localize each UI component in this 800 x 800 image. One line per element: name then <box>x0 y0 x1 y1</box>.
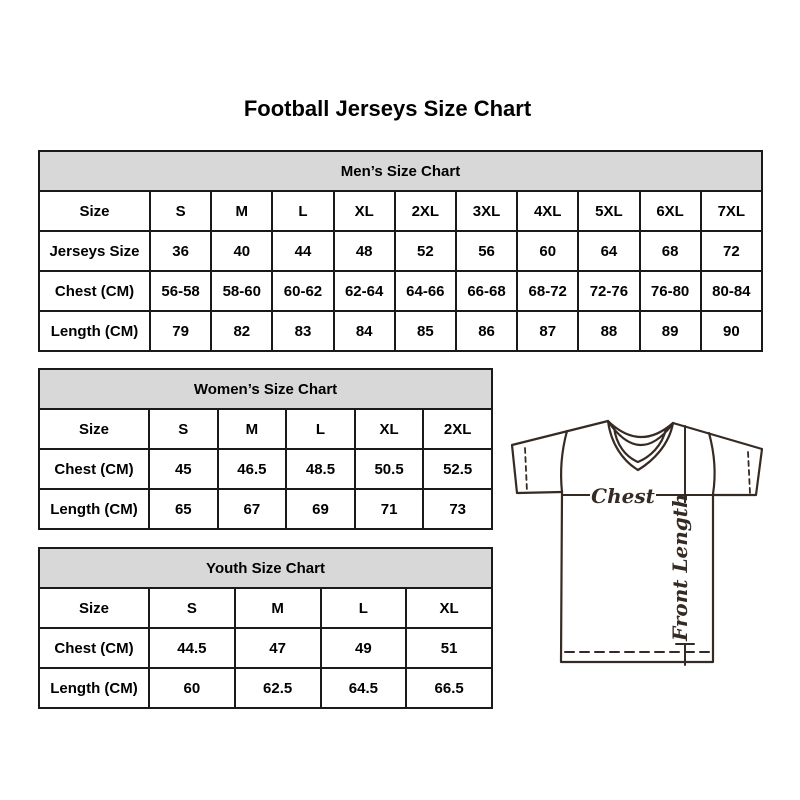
cell: 89 <box>640 311 701 351</box>
cell: S <box>149 588 235 628</box>
womens-table-title: Women’s Size Chart <box>39 369 492 409</box>
table-row <box>39 311 762 351</box>
cell: 52.5 <box>423 449 492 489</box>
cell: 62.5 <box>235 668 321 708</box>
womens-size-table <box>38 368 493 530</box>
cell: L <box>321 588 407 628</box>
cell: 46.5 <box>218 449 287 489</box>
cell: 68-72 <box>517 271 578 311</box>
cell: 2XL <box>395 191 456 231</box>
row-label: Jerseys Size <box>39 231 150 271</box>
cell: XL <box>406 588 492 628</box>
row-label: Chest (CM) <box>39 628 149 668</box>
cell: 56-58 <box>150 271 211 311</box>
cell: 51 <box>406 628 492 668</box>
row-label: Length (CM) <box>39 668 149 708</box>
youth-table-title: Youth Size Chart <box>39 548 492 588</box>
cell: 60 <box>517 231 578 271</box>
cell: 40 <box>211 231 272 271</box>
cell: 5XL <box>578 191 639 231</box>
jersey-left-armhole-seam <box>561 431 567 492</box>
table-row <box>39 271 762 311</box>
cell: XL <box>334 191 395 231</box>
cell: 66-68 <box>456 271 517 311</box>
jersey-right-sleeve <box>673 423 762 495</box>
cell: M <box>211 191 272 231</box>
table-row <box>39 588 492 628</box>
mens-table-title: Men’s Size Chart <box>39 151 762 191</box>
cell: 49 <box>321 628 407 668</box>
cell: 71 <box>355 489 424 529</box>
row-label: Length (CM) <box>39 311 150 351</box>
cell: 3XL <box>456 191 517 231</box>
cell: 79 <box>150 311 211 351</box>
table-row <box>39 409 492 449</box>
cell: 60 <box>149 668 235 708</box>
cell: 72 <box>701 231 762 271</box>
cell: 82 <box>211 311 272 351</box>
cell: 60-62 <box>272 271 333 311</box>
cell: 69 <box>286 489 355 529</box>
chest-label: Chest <box>591 484 655 508</box>
cell: 2XL <box>423 409 492 449</box>
front-length-label: Front Length <box>668 493 692 641</box>
cell: 90 <box>701 311 762 351</box>
table-header-row <box>39 548 492 588</box>
table-header-row <box>39 151 762 191</box>
cell: 50.5 <box>355 449 424 489</box>
cell: XL <box>355 409 424 449</box>
cell: 4XL <box>517 191 578 231</box>
cell: S <box>149 409 218 449</box>
cell: 86 <box>456 311 517 351</box>
page-title: Football Jerseys Size Chart <box>243 96 532 121</box>
table-row <box>39 191 762 231</box>
cell: 76-80 <box>640 271 701 311</box>
cell: 65 <box>149 489 218 529</box>
cell: 64.5 <box>321 668 407 708</box>
cell: 48.5 <box>286 449 355 489</box>
row-label: Size <box>39 409 149 449</box>
cell: 83 <box>272 311 333 351</box>
cell: 72-76 <box>578 271 639 311</box>
cell: 44.5 <box>149 628 235 668</box>
cell: 62-64 <box>334 271 395 311</box>
youth-size-table <box>38 547 493 709</box>
row-label: Size <box>39 191 150 231</box>
cell: 45 <box>149 449 218 489</box>
cell: 58-60 <box>211 271 272 311</box>
cell: 48 <box>334 231 395 271</box>
cell: 80-84 <box>701 271 762 311</box>
cell: 64 <box>578 231 639 271</box>
row-label: Chest (CM) <box>39 271 150 311</box>
table-row <box>39 668 492 708</box>
table-row <box>39 449 492 489</box>
row-label: Size <box>39 588 149 628</box>
cell: 66.5 <box>406 668 492 708</box>
cell: 47 <box>235 628 321 668</box>
cell: 67 <box>218 489 287 529</box>
cell: M <box>235 588 321 628</box>
table-row <box>39 231 762 271</box>
cell: 52 <box>395 231 456 271</box>
jersey-measurement-diagram <box>505 398 775 678</box>
cell: 88 <box>578 311 639 351</box>
cell: L <box>272 191 333 231</box>
cell: M <box>218 409 287 449</box>
cell: S <box>150 191 211 231</box>
table-row <box>39 489 492 529</box>
cell: 7XL <box>701 191 762 231</box>
cell: 56 <box>456 231 517 271</box>
row-label: Chest (CM) <box>39 449 149 489</box>
cell: 85 <box>395 311 456 351</box>
cell: 84 <box>334 311 395 351</box>
table-header-row <box>39 369 492 409</box>
jersey-right-cuff-stitch <box>748 452 750 493</box>
cell: 36 <box>150 231 211 271</box>
cell: L <box>286 409 355 449</box>
jersey-left-cuff-stitch <box>525 448 527 492</box>
cell: 44 <box>272 231 333 271</box>
cell: 64-66 <box>395 271 456 311</box>
jersey-right-armhole-seam <box>709 433 715 494</box>
jersey-left-sleeve <box>512 421 608 493</box>
cell: 68 <box>640 231 701 271</box>
cell: 73 <box>423 489 492 529</box>
row-label: Length (CM) <box>39 489 149 529</box>
table-row <box>39 628 492 668</box>
mens-size-table <box>38 150 763 352</box>
cell: 6XL <box>640 191 701 231</box>
cell: 87 <box>517 311 578 351</box>
